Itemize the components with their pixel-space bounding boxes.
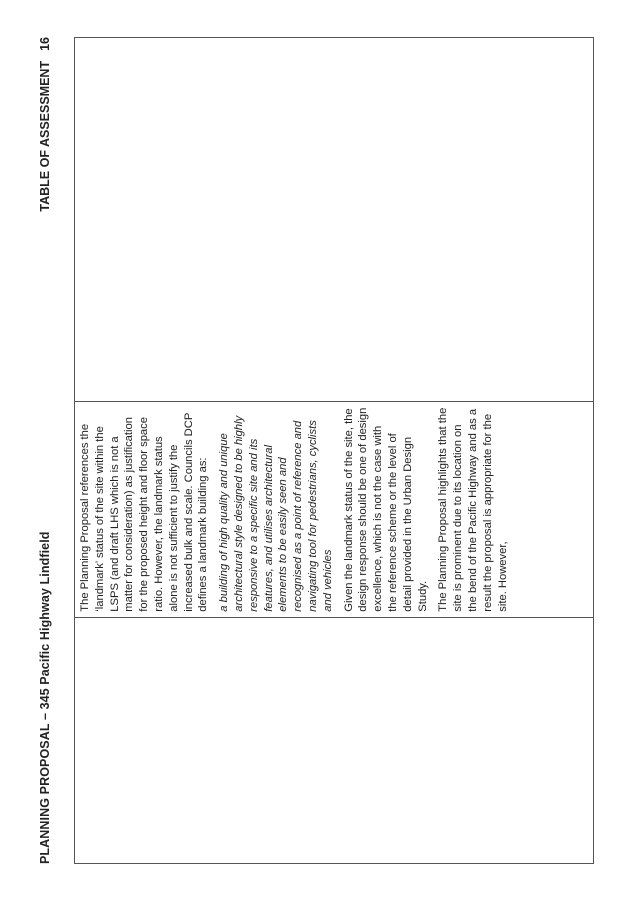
paragraph: The Planning Proposal references the ‘landmark’ status of the site within the LSPS (and draft LHS which is not a matter for consideration) as justification for the proposed height and floor space ratio. However, the landmark status alone is not sufficient to justify the increased bulk and scale. Councils DCP defines a landmark building as: (79, 412, 210, 612)
table-cell-right (75, 38, 594, 402)
paragraph: Given the landmark status of the site, the design response should be one of design excellence, which is not the case with the reference scheme or the level of detail provided in the Urban Design Study. (342, 407, 429, 612)
paragraph: The Planning Proposal highlights that the site is prominent due to its location on the bend of the Pacific Highway and as a result the proposal is appropriate for the site. However, (437, 407, 509, 612)
table-row (75, 38, 594, 864)
table-cell-middle (75, 402, 594, 617)
assessment-text (75, 402, 510, 616)
assessment-table (74, 37, 594, 864)
dcp-definition-quote: a building of high quality and unique architectural style designed to be highly responsive to a specific site and its features, and utilises architectural elements to be easily seen and recognised as a point of reference and navigating tool for pedestrians, cyclists and vehicles (218, 415, 334, 612)
section-title: TABLE OF ASSESSMENT (38, 60, 52, 212)
table-cell-left (75, 617, 594, 863)
header-right (38, 37, 52, 212)
page-number: 16 (38, 37, 52, 51)
document-title: PLANNING PROPOSAL – 345 Pacific Highway Lindfield (38, 531, 52, 864)
